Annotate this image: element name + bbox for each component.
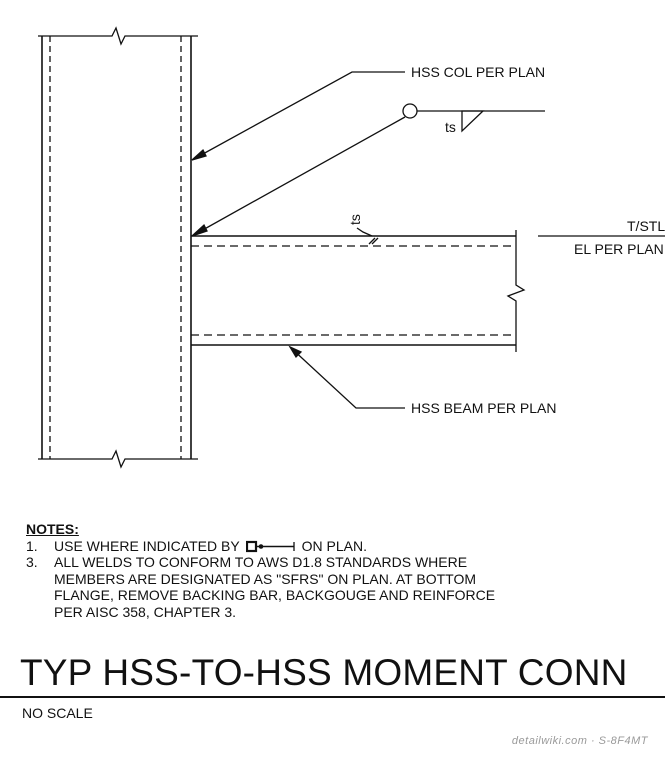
note-number: 3. — [26, 554, 38, 570]
title-underline — [0, 696, 665, 698]
note-text — [54, 538, 367, 555]
note-text-line: USE WHERE INDICATED BY — [54, 537, 240, 554]
hss-beam — [191, 230, 524, 352]
weld-size-flange-label: ts — [347, 214, 363, 225]
source-credit: detailwiki.com · S-8F4MT — [511, 735, 648, 747]
note-text-line: ON PLAN. — [301, 537, 368, 554]
detail-title: TYP HSS-TO-HSS MOMENT CONN — [20, 652, 628, 693]
notes-heading: NOTES: — [26, 521, 79, 537]
elevation-label: EL PER PLAN — [574, 241, 664, 257]
note-number: 1. — [26, 537, 38, 554]
scale-note: NO SCALE — [22, 705, 93, 721]
note-text-line: ALL WELDS TO CONFORM TO AWS D1.8 STANDARDS WHERE — [54, 554, 468, 570]
note-item — [26, 538, 495, 555]
top-of-steel-label: T/STL — [627, 218, 665, 234]
column-leader — [192, 72, 405, 160]
weld-size-label: ts — [445, 119, 456, 135]
moment-connection-symbol-icon — [246, 540, 298, 554]
beam-label: HSS BEAM PER PLAN — [411, 400, 557, 416]
weld-symbol-top — [192, 104, 545, 236]
notes-block — [26, 521, 495, 620]
note-text-line: MEMBERS ARE DESIGNATED AS "SFRS" ON PLAN. AT BOTTOM — [54, 570, 476, 587]
note-text — [54, 554, 495, 620]
note-text-line: PER AISC 358, CHAPTER 3. — [54, 603, 237, 620]
beam-leader — [290, 347, 405, 408]
note-text-line: FLANGE, REMOVE BACKING BAR, BACKGOUGE AND REINFORCE — [54, 587, 496, 603]
note-item — [26, 554, 495, 620]
hss-column — [38, 28, 198, 467]
column-label: HSS COL PER PLAN — [411, 64, 546, 80]
